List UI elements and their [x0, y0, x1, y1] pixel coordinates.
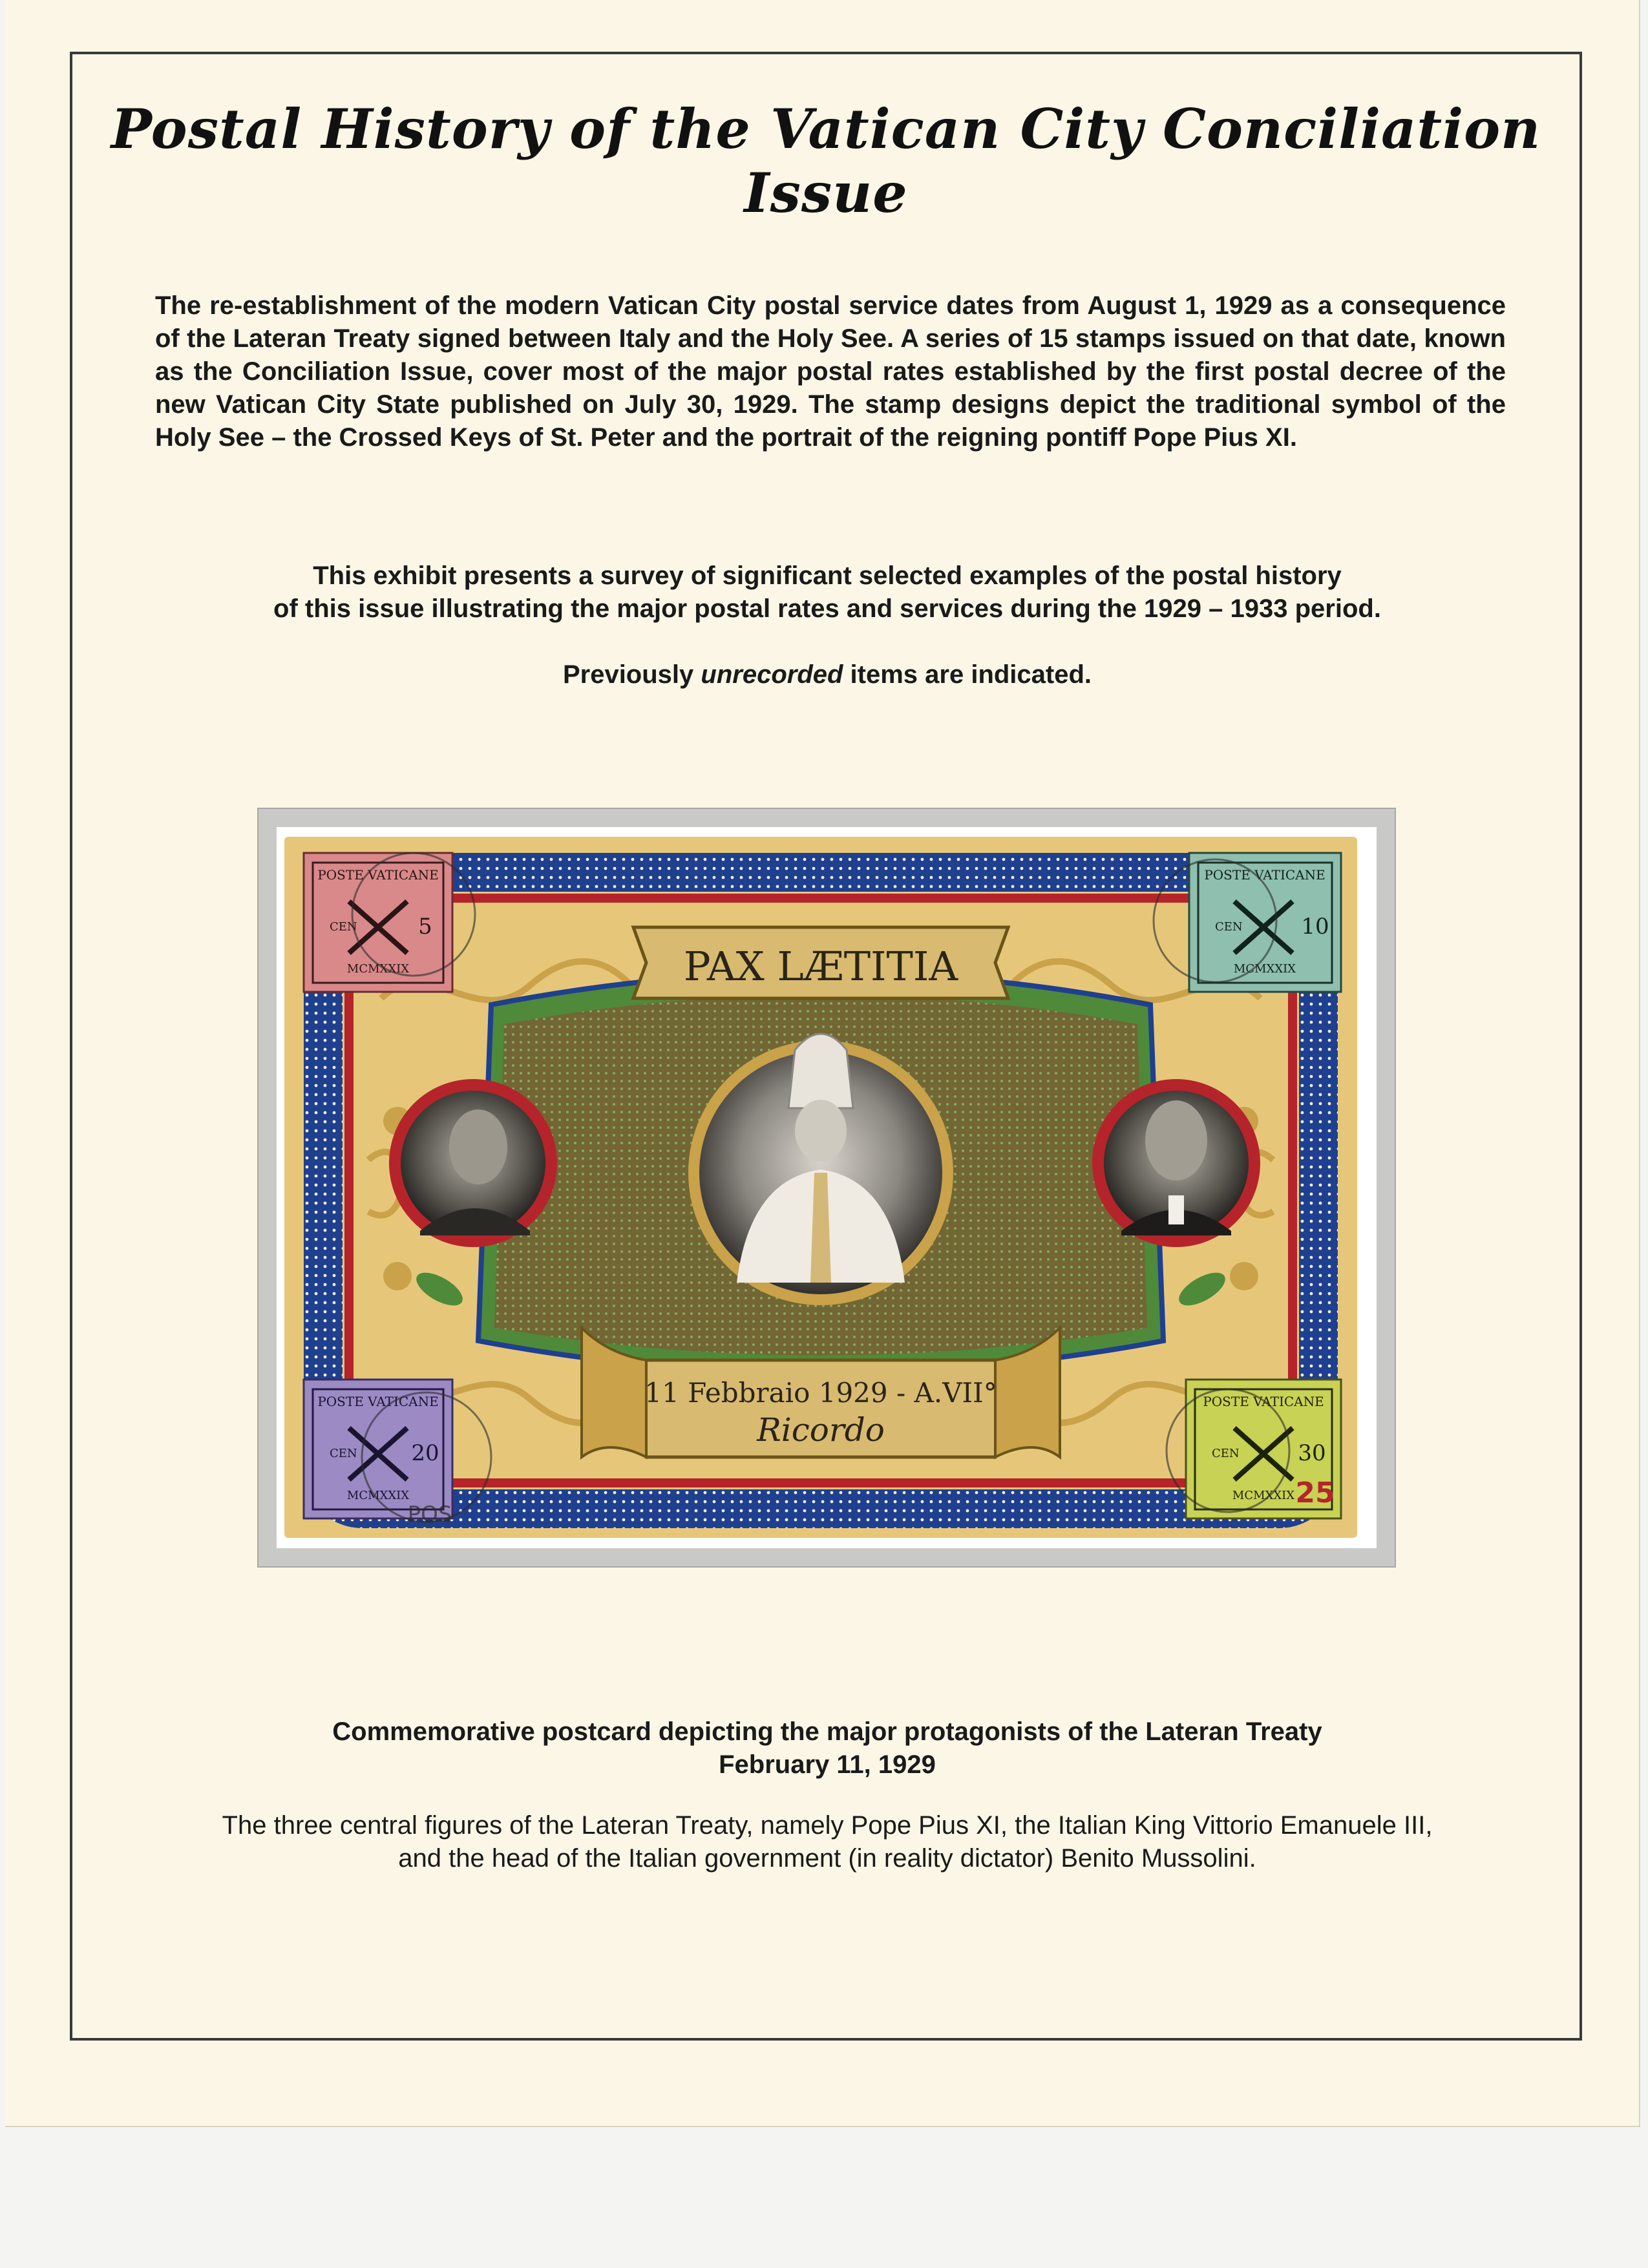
banner-ricordo: Ricordo — [757, 1411, 885, 1449]
caption-body-line-1: The three central figures of the Lateran Treaty, namely Pope Pius XI, the Italian King Vittorio Emanuele III, — [222, 1811, 1433, 1840]
stamp-20-year: MCMXXIX — [346, 1489, 410, 1502]
postcard-caption-title — [129, 1716, 1525, 1781]
banner-pax-laetitia: PAX LÆTITIA — [683, 943, 958, 990]
stamp-5-year: MCMXXIX — [346, 962, 410, 976]
stamp-30-year: MCMXXIX — [1232, 1489, 1295, 1502]
unrecorded-suffix: items are indicated. — [843, 660, 1092, 689]
mussolini-collar — [1168, 1195, 1184, 1224]
stamp-30-value: 30 — [1298, 1440, 1326, 1466]
king-head — [449, 1109, 507, 1184]
postcard-illustration — [284, 837, 1357, 1538]
stamp-20-value: 20 — [411, 1440, 439, 1466]
stamp-10-year: MCMXXIX — [1233, 962, 1296, 976]
unrecorded-word: unrecorded — [701, 660, 843, 689]
stamp-20-header: POSTE VATICANE — [317, 1394, 439, 1409]
stamp-10-cen: CEN — [1215, 920, 1243, 934]
papal-tiara — [788, 1034, 853, 1108]
stamp-10-header: POSTE VATICANE — [1204, 867, 1326, 883]
exhibit-line-2: of this issue illustrating the major postal rates and services during the 1929 – 1933 period. — [273, 594, 1381, 623]
stamp-5-value: 5 — [418, 914, 432, 940]
stamp-5-cen: CEN — [330, 920, 357, 934]
stamp-30-cen: CEN — [1212, 1447, 1240, 1460]
stamp-30-surcharge: 25 — [1295, 1476, 1335, 1509]
exhibit-statement — [129, 560, 1525, 625]
caption-title-line-1: Commemorative postcard depicting the major protagonists of the Lateran Treaty — [332, 1717, 1322, 1746]
pope-face — [795, 1100, 847, 1162]
stamp-20-cen: CEN — [330, 1447, 357, 1460]
exhibit-line-1: This exhibit presents a survey of significant selected examples of the postal history — [313, 562, 1342, 590]
commemorative-postcard — [284, 837, 1357, 1538]
caption-body-line-2: and the head of the Italian government (in reality dictator) Benito Mussolini. — [398, 1844, 1256, 1873]
caption-title-line-2: February 11, 1929 — [719, 1750, 936, 1779]
unrecorded-prefix: Previously — [562, 660, 701, 689]
stamp-10-value: 10 — [1301, 914, 1329, 940]
unrecorded-note — [129, 660, 1525, 689]
stamp-30-cent — [1167, 1380, 1341, 1518]
mussolini-head — [1145, 1100, 1207, 1181]
intro-paragraph: The re-establishment of the modern Vatican City postal service dates from August 1, 1929 as a consequence of the Lateran Treaty signed between Italy and the Holy See. A series of 15 stamps issued on that date, known as the Conciliation Issue, cover most of the major postal rates established by the first postal decree of the new Vatican City State published on July 30, 1929. The stamp designs depict the traditional symbol of the Holy See – the Crossed Keys of St. Peter and the portrait of the reigning pontiff Pope Pius XI. — [155, 291, 1506, 452]
banner-date: 11 Febbraio 1929 - A.VII° — [644, 1377, 997, 1409]
postmark-text: POS — [407, 1502, 452, 1528]
postcard-caption-body — [116, 1809, 1538, 1875]
stamp-30-header: POSTE VATICANE — [1203, 1394, 1324, 1409]
page-title: Postal History of the Vatican City Conciliation Issue — [111, 97, 1541, 225]
stamp-5-header: POSTE VATICANE — [317, 867, 439, 883]
stamp-5-cent — [304, 853, 475, 992]
